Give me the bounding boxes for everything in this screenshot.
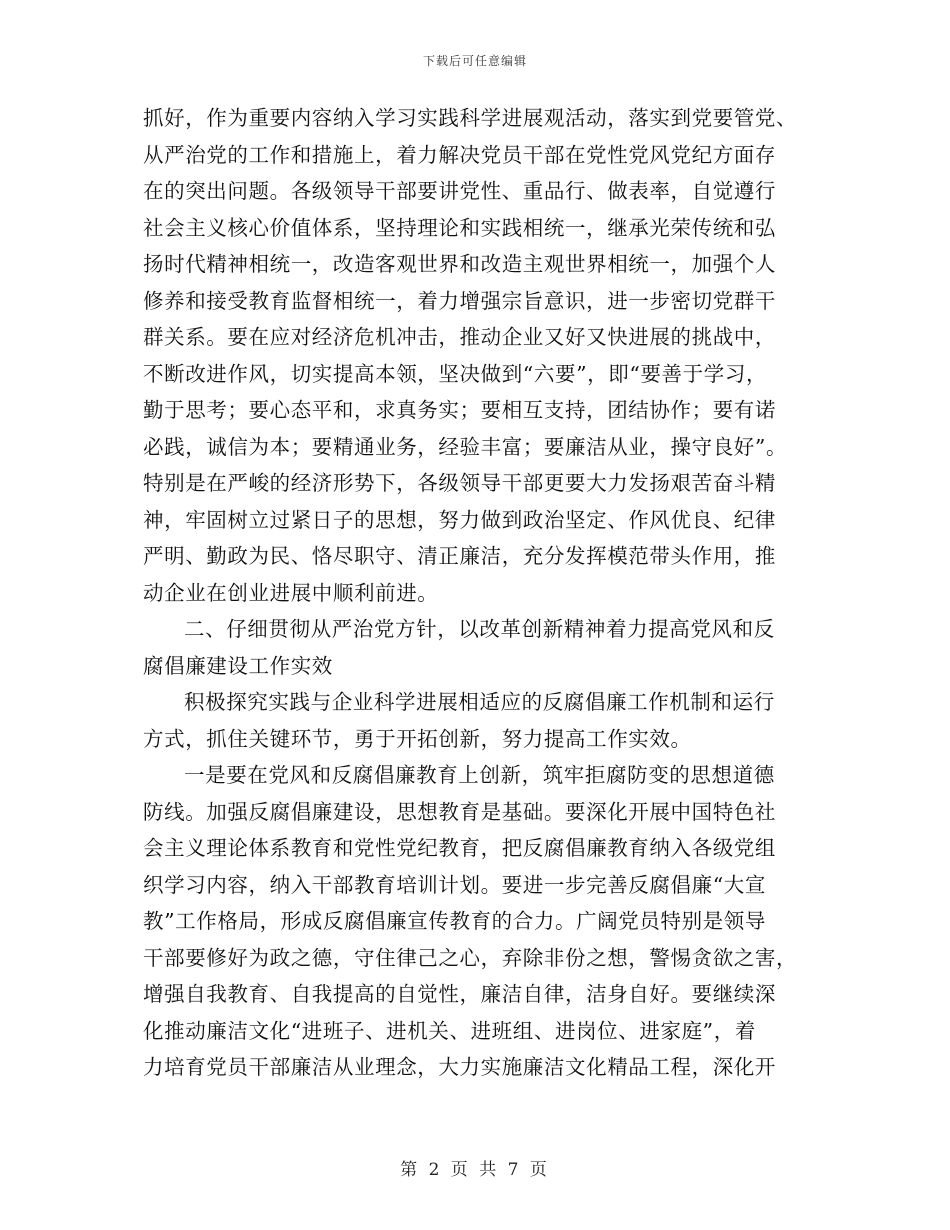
body-line: 化推动廉洁文化“进班子、进机关、进班组、进岗位、进家庭”，着 xyxy=(143,1018,756,1043)
body-line: 动企业在创业进展中顺利前进。 xyxy=(143,580,439,605)
body-line: 神，牢固树立过紧日子的思想，努力做到政治坚定、作风优良、纪律 xyxy=(143,507,776,532)
page-header: 下载后可任意编辑 xyxy=(422,54,527,68)
section-heading: 二、仔细贯彻从严治党方针，以改革创新精神着力提高党风和反 xyxy=(184,617,775,641)
body-line: 织学习内容，纳入干部教育培训计划。要进一步完善反腐倡廉“大宣 xyxy=(143,872,766,897)
body-line: 积极探究实践与企业科学进展相适应的反腐倡廉工作机制和运行 xyxy=(184,690,775,714)
body-line: 必践，诚信为本；要精通业务，经验丰富；要廉洁从业，操守良好”。 xyxy=(143,434,788,459)
body-line: 特别是在严峻的经济形势下，各级领导干部更要大力发扬艰苦奋斗精 xyxy=(143,471,776,495)
body-line: 在的突出问题。各级领导干部要讲党性、重品行、做表率，自觉遵行 xyxy=(143,179,776,203)
body-line: 群关系。要在应对经济危机冲击，推动企业又好又快进展的挑战中， xyxy=(143,325,776,349)
body-line: 干部要修好为政之德，守住律己之心，弃除非份之想，警惕贪欲之害， xyxy=(143,945,798,970)
body-line: 社会主义核心价值体系，坚持理论和实践相统一，继承光荣传统和弘 xyxy=(143,215,776,240)
body-line: 一是要在党风和反腐倡廉教育上创新，筑牢拒腐防变的思想道德 xyxy=(184,763,775,787)
page-number: 第 2 页 共 7 页 xyxy=(400,1160,550,1180)
body-line: 勤于思考；要心态平和，求真务实；要相互支持，团结协作；要有诺 xyxy=(143,398,776,422)
body-line: 修养和接受教育监督相统一，着力增强宗旨意识，进一步密切党群干 xyxy=(143,288,776,313)
body-line: 增强自我教育、自我提高的自觉性，廉洁自律，洁身自好。要继续深 xyxy=(143,982,776,1006)
body-line: 防线。加强反腐倡廉建设，思想教育是基础。要深化开展中国特色社 xyxy=(143,799,776,824)
body-line: 扬时代精神相统一，改造客观世界和改造主观世界相统一，加强个人 xyxy=(143,252,776,276)
body-line: 严明、勤政为民、恪尽职守、清正廉洁，充分发挥模范带头作用，推 xyxy=(143,544,776,568)
body-line: 从严治党的工作和措施上，着力解决党员干部在党性党风党纪方面存 xyxy=(143,142,776,167)
body-line: 会主义理论体系教育和党性党纪教育，把反腐倡廉教育纳入各级党组 xyxy=(143,836,776,860)
section-heading-continued: 腐倡廉建设工作实效 xyxy=(143,653,333,678)
body-line: 方式，抓住关键环节，勇于开拓创新，努力提高工作实效。 xyxy=(143,726,692,751)
body-line: 力培育党员干部廉洁从业理念，大力实施廉洁文化精品工程，深化开 xyxy=(143,1055,776,1079)
body-line: 教”工作格局，形成反腐倡廉宣传教育的合力。广阔党员特别是领导 xyxy=(143,909,766,933)
document-body xyxy=(143,100,803,1086)
body-line: 抓好，作为重要内容纳入学习实践科学进展观活动，落实到党要管党、 xyxy=(143,106,798,130)
body-line: 不断改进作风，切实提高本领，坚决做到“六要”，即“要善于学习， xyxy=(143,361,768,386)
